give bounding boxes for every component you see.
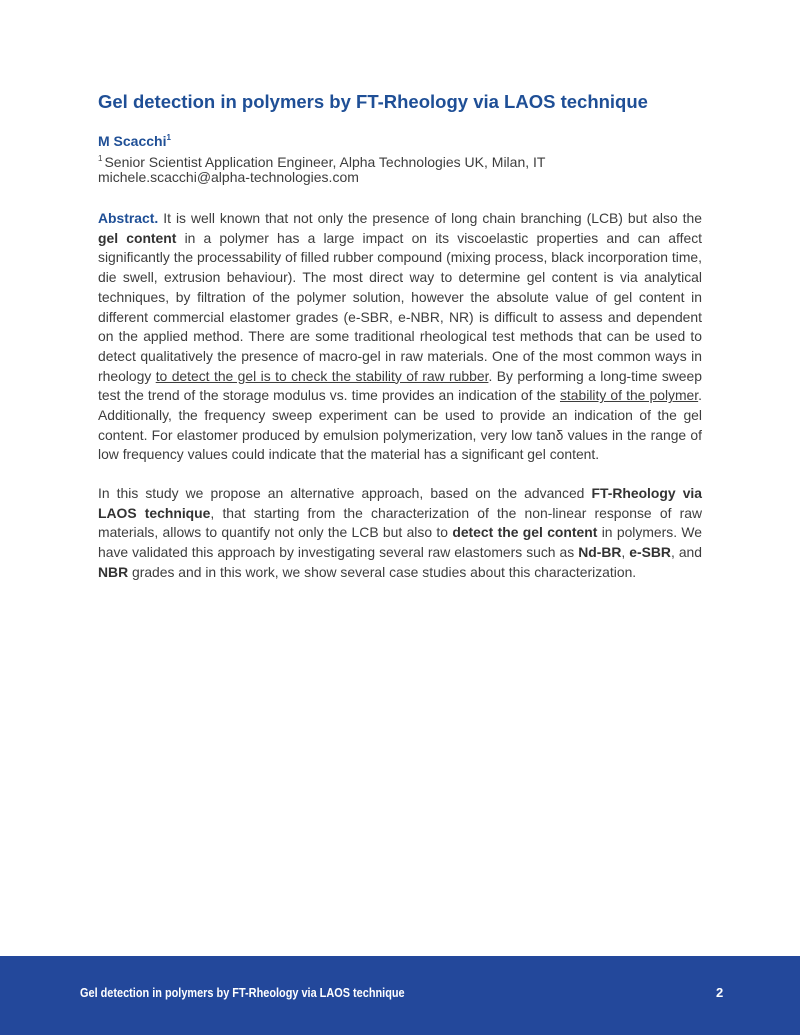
abstract-text-4: . Additionally, the frequency sweep experiment can be used to provide an indication of the gel content. For elastomer produced by emulsion polymerization, very low tanδ values in the range of low frequency values could indicate that the material has a significant gel content.	[98, 387, 702, 463]
study-bold-nbr: NBR	[98, 563, 129, 580]
affiliation-superscript: 1	[98, 154, 103, 163]
study-text-6: grades and in this work, we show several case studies about this characterization.	[128, 563, 637, 580]
study-bold-nd-br: Nd-BR	[578, 544, 622, 561]
study-text-4: ,	[621, 544, 630, 561]
study-text-2: , that starting from the characterization of the non-linear response of raw materials, allows to quantify not only the LCB but also to	[98, 504, 703, 541]
page-footer	[0, 956, 800, 1035]
abstract-paragraph	[98, 209, 702, 465]
abstract-text-3: . By performing a long-time sweep test the trend of the storage modulus vs. time provides an indication of the	[98, 367, 702, 404]
study-text-1: In this study we propose an alternative approach, based on the advanced	[98, 485, 592, 501]
author-name	[98, 129, 171, 150]
abstract-label: Abstract.	[98, 210, 159, 226]
author-name-text: M Scacchi	[98, 133, 167, 149]
author-superscript: 1	[166, 133, 171, 142]
study-bold-detect-gel: detect the gel content	[452, 524, 598, 541]
study-paragraph	[98, 484, 702, 583]
abstract-underline-stability-polymer: stability of the polymer	[559, 387, 699, 404]
abstract-text-2: in a polymer has a large impact on its viscoelastic properties and can affect significantly the processability of filled rubber compound (mixing process, black incorporation time, die swell, extrusion behaviour). The most direct way to determine gel content is via analytical techniques, by filtration of the polymer solution, however the absolute value of gel content in different commercial elastomer grades (e-SBR, e-NBR, NR) is difficult to assess and dependent on the applied method. There are some traditional rheological test methods that can be used to detect qualitatively the presence of macro-gel in raw materials. One of the most common ways in rheology	[98, 229, 702, 384]
study-bold-e-sbr: e-SBR	[629, 544, 671, 561]
footer-title: Gel detection in polymers by FT-Rheology via LAOS technique	[80, 985, 405, 1000]
abstract-bold-gel-content: gel content	[98, 229, 177, 246]
page-title: Gel detection in polymers by FT-Rheology via LAOS technique	[98, 91, 648, 112]
abstract-underline-stability-raw-rubber: to detect the gel is to check the stability of raw rubber	[155, 367, 489, 384]
abstract-text-1: It is well known that not only the presence of long chain branching (LCB) but also the	[158, 210, 702, 226]
author-email: michele.scacchi@alpha-technologies.com	[98, 169, 359, 185]
study-bold-ft-rheology: FT-Rheology via LAOS technique	[98, 485, 703, 521]
study-text-5: , and	[670, 544, 702, 561]
page-number: 2	[716, 985, 724, 1000]
study-text-3: in polymers. We have validated this approach by investigating several raw elastomers such as	[98, 524, 702, 561]
affiliation-text: Senior Scientist Application Engineer, Alpha Technologies UK, Milan, IT	[104, 154, 546, 170]
